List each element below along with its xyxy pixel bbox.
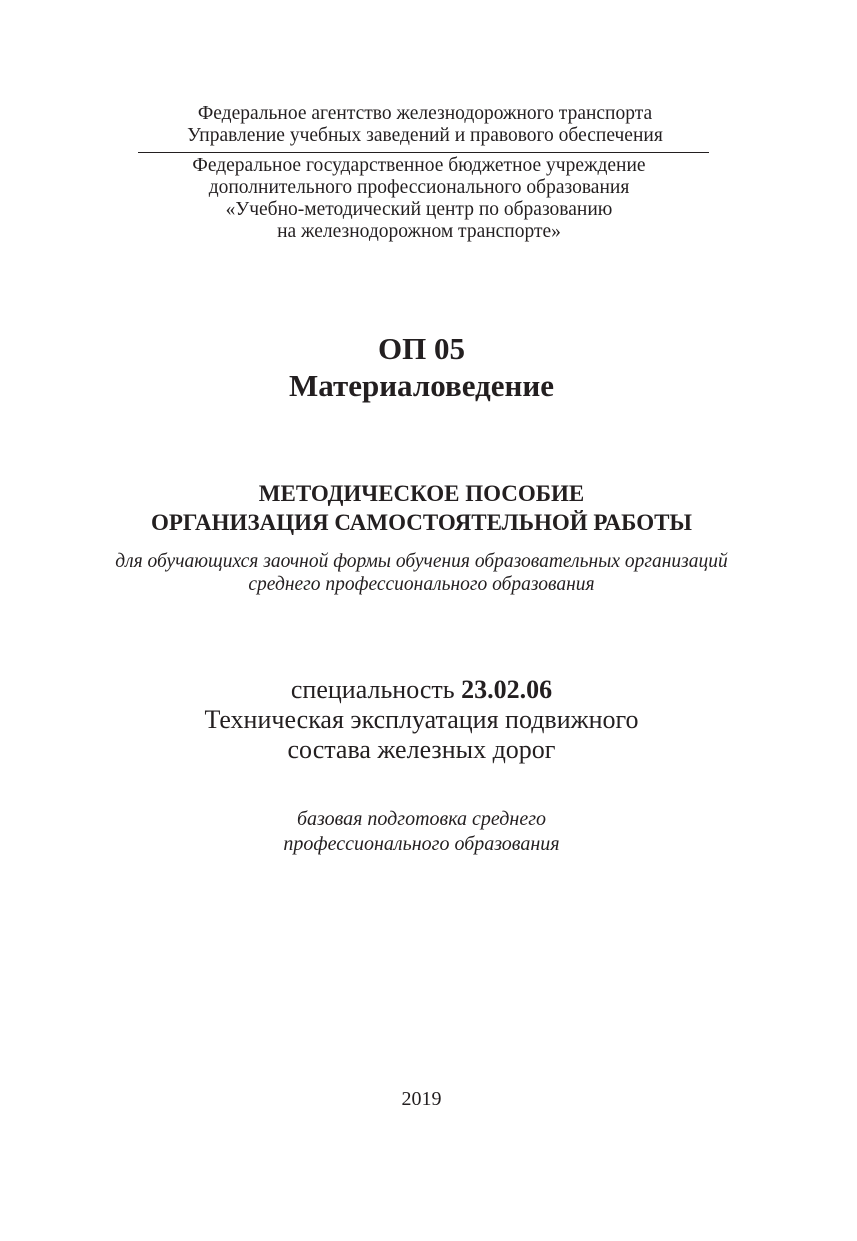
audience-line-2: среднего профессионального образования — [248, 574, 595, 595]
specialty-name-line-2: состава железных дорог — [287, 735, 556, 764]
course-subject: Материаловедение — [289, 368, 554, 403]
training-line-1: базовая подготовка среднего — [296, 808, 547, 830]
header-block — [0, 103, 850, 147]
audience-line-1: для обучающихся заочной формы обучения образовательных организаций — [115, 551, 728, 572]
specialty-heading — [0, 675, 843, 705]
institution-block — [0, 155, 838, 243]
specialty-number: 23.02.06 — [461, 675, 553, 704]
institution-line-4: на железнодорожном транспорте» — [277, 221, 561, 242]
department-name: Управление учебных заведений и правового обеспечения — [187, 125, 663, 146]
institution-line-2: дополнительного профессионального образования — [208, 177, 630, 198]
agency-name: Федеральное агентство железнодорожного транспорта — [197, 103, 653, 124]
course-code: ОП 05 — [378, 331, 465, 366]
specialty-label: специальность — [290, 675, 455, 704]
specialty-block — [0, 675, 843, 765]
manual-title-line-1: МЕТОДИЧЕСКОЕ ПОСОБИЕ — [258, 481, 585, 506]
institution-line-3: «Учебно-методический центр по образованию — [225, 199, 613, 220]
manual-title — [0, 479, 843, 537]
training-line-2: профессионального образования — [283, 833, 560, 855]
institution-line-1: Федеральное государственное бюджетное учреждение — [192, 155, 646, 176]
publication-year: 2019 — [401, 1088, 442, 1110]
manual-audience — [0, 550, 843, 596]
training-level — [0, 807, 843, 857]
specialty-name-line-1: Техническая эксплуатация подвижного — [204, 705, 639, 734]
manual-title-line-2: ОРГАНИЗАЦИЯ САМОСТОЯТЕЛЬНОЙ РАБОТЫ — [150, 510, 693, 535]
header-divider — [138, 152, 709, 153]
